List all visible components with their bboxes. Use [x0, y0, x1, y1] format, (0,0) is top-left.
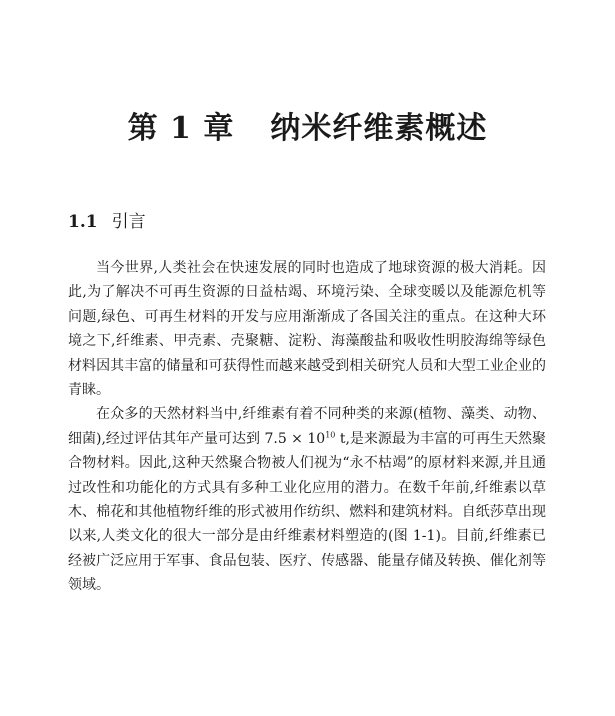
paragraph-2	[68, 402, 546, 597]
exponent: 10	[325, 430, 336, 440]
paragraph-2-part-2: t,是来源最为丰富的可再生天然聚合物材料。因此,这种天然聚合物被人们视为“永不枯竭”的原材料来源,并且通过改性和功能化的方式具有多种工业化应用的潜力。在数千年前,纤维素以草木、棉花和其他植物纤维的形式被用作纺织、燃料和建筑材料。自纸莎草出现以来,人类文化的很大一部分是由纤维素材料塑造的(图 1-1)。目前,纤维素已经被广泛应用于军事、食品包装、医疗、传感器、能量存储及转换、催化剂等领域。	[68, 430, 546, 594]
chapter-name: 纳米纤维素概述	[270, 111, 488, 146]
paragraph-1: 当今世界,人类社会在快速发展的同时也造成了地球资源的极大消耗。因此,为了解决不可再生资源的日益枯竭、环境污染、全球变暖以及能源危机等问题,绿色、可再生材料的开发与应用渐渐成了各国关注的重点。在这种大环境之下,纤维素、甲壳素、壳聚糖、淀粉、海藻酸盐和吸收性明胶海绵等绿色材料因其丰富的储量和可获得性而越来越受到相关研究人员和大型工业企业的青睐。	[68, 260, 546, 399]
paragraph-2-part-1: 在众多的天然材料当中,纤维素有着不同种类的来源(植物、藻类、动物、细菌),经过评估其年产量可达到 7.5 × 10	[68, 406, 546, 447]
chapter-title	[0, 103, 615, 147]
chapter-label: 第 1 章	[127, 111, 235, 146]
section-heading	[68, 207, 146, 232]
body-text	[68, 256, 546, 598]
section-number: 1.1	[68, 212, 98, 232]
section-title: 引言	[111, 212, 146, 232]
